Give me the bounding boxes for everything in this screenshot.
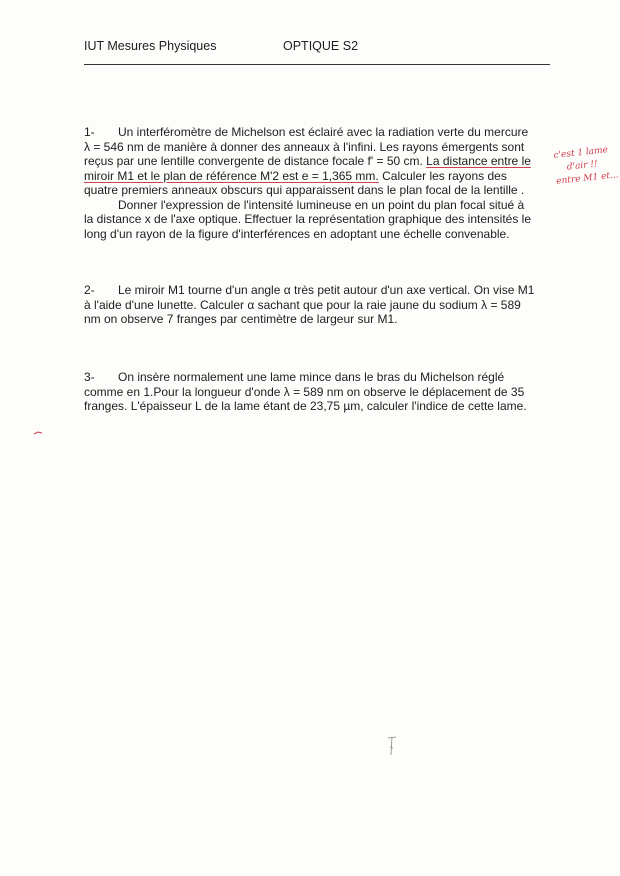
exercise-line: 1- Un interféromètre de Michelson est éclairé avec la radiation verte du mercure — [84, 125, 529, 139]
exercise-line: miroir M1 et le plan de référence M'2 est e = 1,365 mm. Calculer les rayons des — [84, 168, 507, 183]
exercise-line: Donner l'expression de l'intensité lumineuse en un point du plan focal situé à — [118, 197, 525, 212]
exercise-1 — [84, 125, 554, 241]
exercise-line: λ = 546 nm de manière à donner des anneaux à l'infini. Les rayons émergents sont — [84, 139, 525, 154]
underlined-text: miroir M1 et le plan de référence M'2 est e = 1,365 mm. — [84, 168, 379, 183]
exercise-2 — [84, 283, 554, 327]
exercise-line: franges. L'épaisseur L de la lame étant de 23,75 µm, calculer l'indice de cette lame. — [84, 399, 527, 413]
exercise-line: à l'aide d'une lunette. Calculer α sachant que pour la raie jaune du sodium λ = 589 — [84, 297, 521, 312]
exercise-line: reçus par une lentille convergente de distance focale f' = 50 cm. La distance entre le — [84, 154, 531, 168]
underlined-text: La distance entre le — [426, 154, 531, 168]
exercise-line: long d'un rayon de la figure d'interférences en adoptant une échelle convenable. — [84, 226, 510, 241]
exercise-line: 2- Le miroir M1 tourne d'un angle α très petit autour d'un axe vertical. On vise M1 — [84, 283, 535, 297]
exercise-line: 3- On insère normalement une lame mince dans le bras du Michelson réglé — [84, 370, 505, 384]
exercise-3 — [84, 370, 554, 414]
exercise-number: 2- — [84, 283, 95, 297]
exercise-number: 1- — [84, 125, 95, 139]
header-course: OPTIQUE S2 — [283, 39, 359, 53]
exercise-line: comme en 1.Pour la longueur d'onde λ = 589 nm on observe le déplacement de 35 — [84, 384, 525, 399]
margin-tick-mark — [33, 428, 43, 438]
pencil-scribble-mark — [382, 735, 402, 764]
exercise-line: nm on observe 7 franges par centimètre de largeur sur M1. — [84, 312, 398, 326]
header-institution: IUT Mesures Physiques — [84, 39, 217, 53]
exercise-line: quatre premiers anneaux obscurs qui apparaissent dans le plan focal de la lentille . — [84, 183, 525, 197]
exercise-line: la distance x de l'axe optique. Effectuer la représentation graphique des intensités le — [84, 212, 532, 226]
header-divider — [84, 64, 550, 65]
exercise-number: 3- — [84, 370, 95, 384]
handwritten-annotation: c'est 1 lame d'air !! entre M1 et... — [553, 145, 620, 187]
